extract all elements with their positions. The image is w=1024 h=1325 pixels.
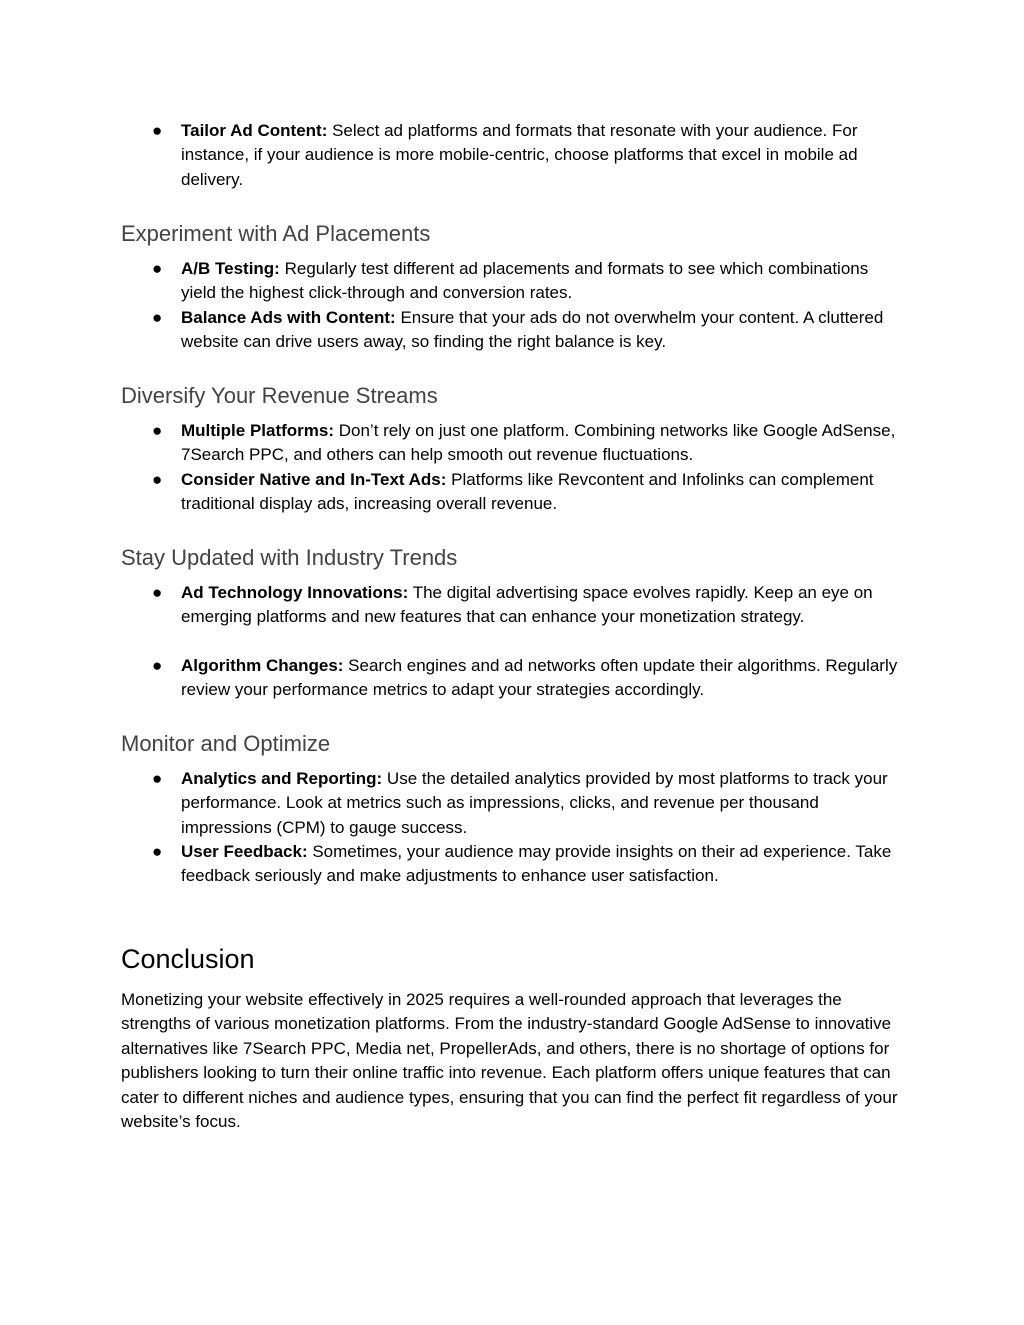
bullet-icon: ● — [152, 583, 163, 602]
list-item-text — [181, 119, 901, 192]
section-heading: Experiment with Ad Placements — [121, 221, 431, 246]
list-item-text — [181, 840, 901, 889]
list-item-text — [181, 306, 901, 355]
conclusion-heading: Conclusion — [121, 944, 255, 974]
bullet-icon: ● — [152, 259, 163, 278]
bullet-icon: ● — [152, 842, 163, 861]
list-item-body: The digital advertising space evolves rapidly. Keep an eye on emerging platforms and new features that can enhance your monetization strategy. — [181, 583, 873, 627]
bullet-icon: ● — [152, 421, 163, 440]
bullet-icon: ● — [152, 121, 163, 140]
list-item-body: Ensure that your ads do not overwhelm your content. A cluttered website can drive users away, so finding the right balance is key. — [181, 308, 884, 352]
list-item-term: Consider Native and In-Text Ads: — [181, 470, 447, 489]
list-item-term: Analytics and Reporting: — [181, 769, 383, 788]
bullet-icon: ● — [152, 656, 163, 675]
list-item-body: Don’t rely on just one platform. Combining networks like Google AdSense, 7Search PPC, and others can help smooth out revenue fluctuations. — [181, 421, 896, 465]
list-item-text — [181, 257, 901, 306]
bullet-icon: ● — [152, 470, 163, 489]
section-heading: Diversify Your Revenue Streams — [121, 383, 438, 408]
list-item-text — [181, 468, 901, 517]
list-item-body: Select ad platforms and formats that resonate with your audience. For instance, if your audience is more mobile-centric, choose platforms that excel in mobile ad delivery. — [181, 121, 858, 189]
list-item-term: User Feedback: — [181, 842, 308, 861]
conclusion-paragraph: Monetizing your website effectively in 2025 requires a well-rounded approach that leverages the strengths of various monetization platforms. From the industry-standard Google AdSense to innovative alternatives like 7Search PPC, Media net, PropellerAds, and others, there is no shortage of options for publishers looking to turn their online traffic into revenue. Each platform offers unique features that can cater to different niches and audience types, ensuring that you can find the perfect fit regardless of your website’s focus. — [121, 990, 898, 1132]
section-heading: Monitor and Optimize — [121, 731, 331, 756]
list-item-body: Sometimes, your audience may provide insights on their ad experience. Take feedback seriously and make adjustments to enhance user satisfaction. — [181, 842, 892, 886]
list-item-text — [181, 654, 901, 703]
list-item-body: Use the detailed analytics provided by most platforms to track your performance. Look at metrics such as impressions, clicks, and revenue per thousand impressions (CPM) to gauge success. — [181, 769, 888, 837]
list-item-term: Multiple Platforms: — [181, 421, 335, 440]
list-item-term: A/B Testing: — [181, 259, 280, 278]
list-item-text — [181, 767, 901, 840]
list-item-term: Balance Ads with Content: — [181, 308, 396, 327]
list-item-body: Regularly test different ad placements and formats to see which combinations yield the highest click-through and conversion rates. — [181, 259, 869, 303]
list-item-text — [181, 581, 901, 630]
list-item-term: Tailor Ad Content: — [181, 121, 328, 140]
section-heading: Stay Updated with Industry Trends — [121, 545, 458, 570]
bullet-icon: ● — [152, 769, 163, 788]
list-item-body: Search engines and ad networks often update their algorithms. Regularly review your performance metrics to adapt your strategies accordingly. — [181, 656, 898, 700]
list-item-text — [181, 419, 901, 468]
list-item-term: Algorithm Changes: — [181, 656, 344, 675]
list-item-body: Platforms like Revcontent and Infolinks can complement traditional display ads, increasing overall revenue. — [181, 470, 874, 514]
list-item-term: Ad Technology Innovations: — [181, 583, 409, 602]
bullet-icon: ● — [152, 308, 163, 327]
